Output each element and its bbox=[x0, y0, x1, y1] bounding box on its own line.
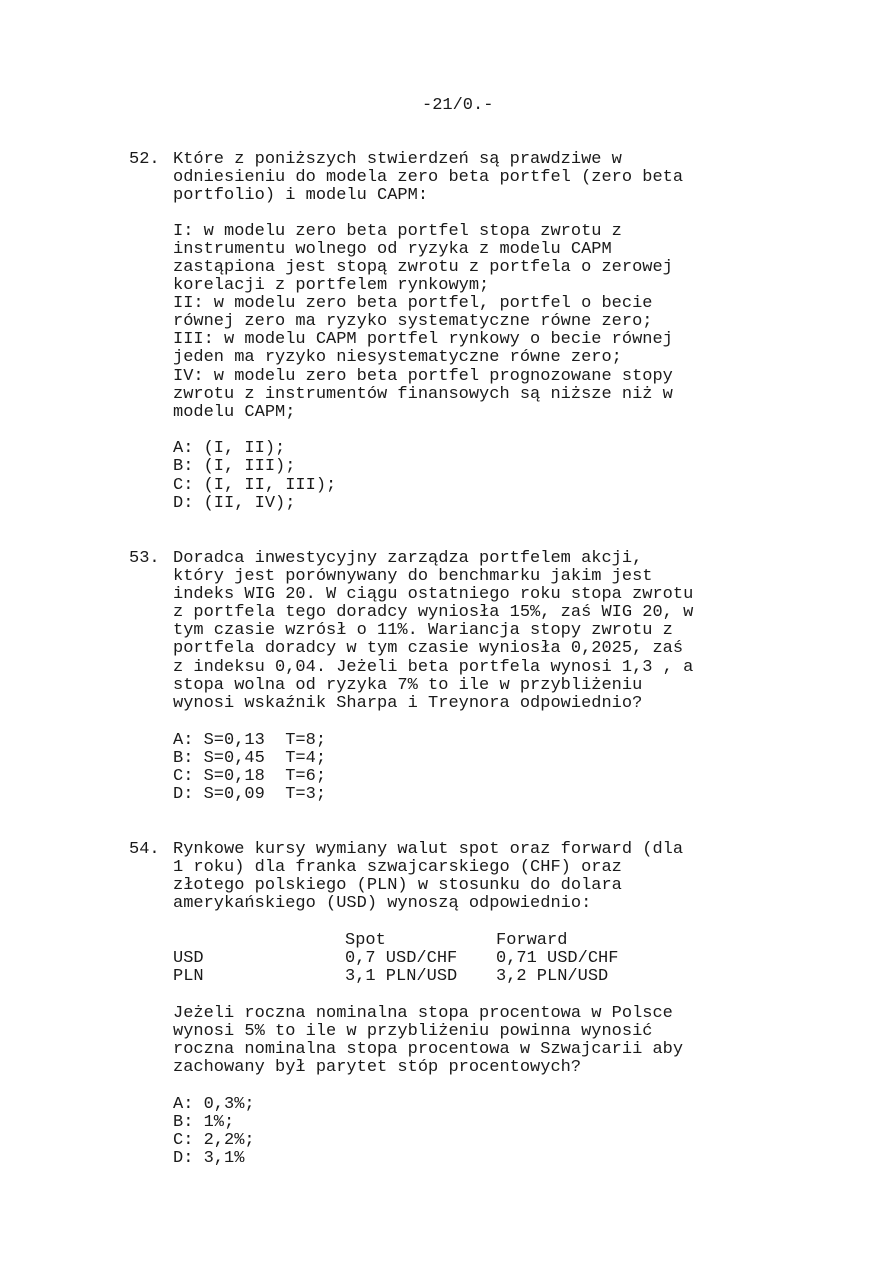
statement-line: zastąpiona jest stopą zwrotu z portfela o zerowej bbox=[173, 258, 673, 277]
answer-option-b: B: (I, III); bbox=[173, 457, 296, 476]
statement-line: II: w modelu zero beta portfel, portfel o becie bbox=[173, 294, 653, 313]
answer-option-d: D: S=0,09 T=3; bbox=[173, 785, 327, 804]
table-header-forward: Forward bbox=[496, 931, 568, 950]
question-text-line: wynosi wskaźnik Sharpa i Treynora odpowiednio? bbox=[173, 694, 643, 713]
statement-line: IV: w modelu zero beta portfel prognozowane stopy bbox=[173, 367, 673, 386]
table-cell-forward: 3,2 PLN/USD bbox=[496, 967, 609, 986]
table-cell-currency: USD bbox=[173, 949, 204, 968]
question-text-line: z portfela tego doradcy wyniosła 15%, zaś WIG 20, w bbox=[173, 603, 694, 622]
question-text-line: portfela doradcy w tym czasie wyniosła 0,2025, zaś bbox=[173, 639, 684, 658]
question-text-line: stopa wolna od ryzyka 7% to ile w przybliżeniu bbox=[173, 676, 643, 695]
statement-line: korelacji z portfelem rynkowym; bbox=[173, 276, 490, 295]
answer-option-b: B: S=0,45 T=4; bbox=[173, 749, 327, 768]
question-text-line: wynosi 5% to ile w przybliżeniu powinna wynosić bbox=[173, 1022, 653, 1041]
answer-option-a: A: S=0,13 T=8; bbox=[173, 731, 327, 750]
statement-line: równej zero ma ryzyko systematyczne równe zero; bbox=[173, 312, 653, 331]
answer-option-c: C: S=0,18 T=6; bbox=[173, 767, 327, 786]
question-text-line: amerykańskiego (USD) wynoszą odpowiednio: bbox=[173, 894, 592, 913]
answer-option-a: A: 0,3%; bbox=[173, 1095, 255, 1114]
question-text-line: odniesieniu do modela zero beta portfel (zero beta bbox=[173, 168, 684, 187]
question-text-line: zachowany był parytet stóp procentowych? bbox=[173, 1058, 582, 1077]
question-text-line: indeks WIG 20. W ciągu ostatniego roku stopa zwrotu bbox=[173, 585, 694, 604]
table-cell-spot: 3,1 PLN/USD bbox=[345, 967, 458, 986]
question-text-line: Jeżeli roczna nominalna stopa procentowa w Polsce bbox=[173, 1004, 673, 1023]
question-number: 52. bbox=[129, 150, 160, 169]
question-text-line: Rynkowe kursy wymiany walut spot oraz forward (dla bbox=[173, 840, 684, 859]
question-text-line: tym czasie wzrósł o 11%. Wariancja stopy zwrotu z bbox=[173, 621, 673, 640]
question-text-line: roczna nominalna stopa procentowa w Szwajcarii aby bbox=[173, 1040, 684, 1059]
statement-line: I: w modelu zero beta portfel stopa zwrotu z bbox=[173, 222, 622, 241]
question-text-line: z indeksu 0,04. Jeżeli beta portfela wynosi 1,3 , a bbox=[173, 658, 694, 677]
answer-option-d: D: 3,1% bbox=[173, 1149, 245, 1168]
question-number: 53. bbox=[129, 549, 160, 568]
statement-line: III: w modelu CAPM portfel rynkowy o becie równej bbox=[173, 330, 673, 349]
answer-option-c: C: 2,2%; bbox=[173, 1131, 255, 1150]
answer-option-c: C: (I, II, III); bbox=[173, 476, 337, 495]
table-header-spot: Spot bbox=[345, 931, 386, 950]
question-text-line: Doradca inwestycyjny zarządza portfelem akcji, bbox=[173, 549, 643, 568]
question-text-line: który jest porównywany do benchmarku jakim jest bbox=[173, 567, 653, 586]
answer-option-a: A: (I, II); bbox=[173, 439, 286, 458]
page-number: -21/0.- bbox=[422, 96, 494, 115]
question-text-line: portfolio) i modelu CAPM: bbox=[173, 186, 429, 205]
table-cell-forward: 0,71 USD/CHF bbox=[496, 949, 619, 968]
question-number: 54. bbox=[129, 840, 160, 859]
question-text-line: złotego polskiego (PLN) w stosunku do dolara bbox=[173, 876, 622, 895]
table-cell-spot: 0,7 USD/CHF bbox=[345, 949, 458, 968]
statement-line: modelu CAPM; bbox=[173, 403, 296, 422]
answer-option-b: B: 1%; bbox=[173, 1113, 235, 1132]
statement-line: instrumentu wolnego od ryzyka z modelu CAPM bbox=[173, 240, 612, 259]
answer-option-d: D: (II, IV); bbox=[173, 494, 296, 513]
statement-line: zwrotu z instrumentów finansowych są niższe niż w bbox=[173, 385, 673, 404]
statement-line: jeden ma ryzyko niesystematyczne równe zero; bbox=[173, 348, 622, 367]
table-cell-currency: PLN bbox=[173, 967, 204, 986]
question-text-line: 1 roku) dla franka szwajcarskiego (CHF) oraz bbox=[173, 858, 622, 877]
question-text-line: Które z poniższych stwierdzeń są prawdziwe w bbox=[173, 150, 622, 169]
